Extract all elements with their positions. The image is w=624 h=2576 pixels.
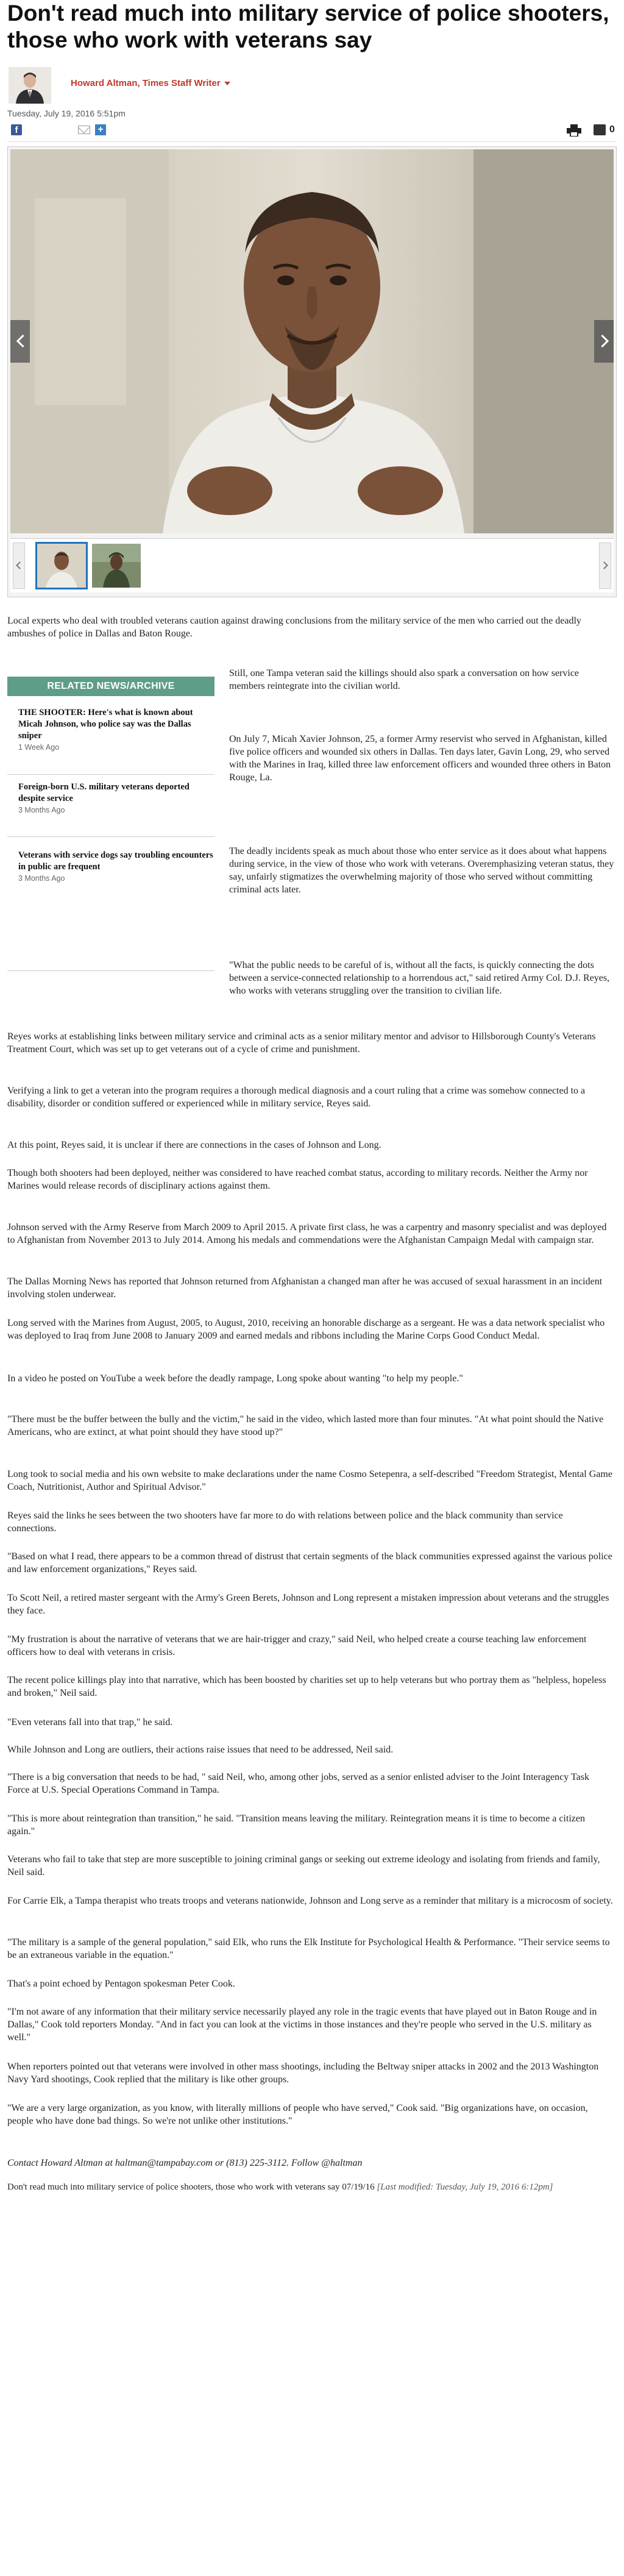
author-avatar [9, 67, 51, 104]
article-paragraph: Veterans who fail to take that step are more susceptible to joining criminal gangs or seeking out extreme ideology and isolating from friends and family, Neil said. [7, 1854, 600, 1877]
gallery-thumbnail[interactable] [37, 544, 86, 588]
email-icon[interactable] [78, 126, 90, 134]
gallery-thumbnail[interactable] [92, 544, 141, 588]
article-paragraph: While Johnson and Long are outliers, their actions raise issues that need to be addressed, Neil said. [7, 1745, 394, 1755]
thumbnails-next-button[interactable] [599, 543, 611, 589]
article-paragraph: At this point, Reyes said, it is unclear if there are connections in the cases of Johnson and Long. [7, 1140, 381, 1150]
article-paragraph: Reyes said the links he sees between the two shooters have far more to do with relations between police and the black community than service connections. [7, 1510, 563, 1534]
related-news-link[interactable]: Foreign-born U.S. military veterans deported despite service [18, 782, 190, 803]
article-paragraph: "I'm not aware of any information that their military service necessarily played any role in the tragic events that have played out in Baton Rouge and in Dallas," Cook told reporters Monday. "And in fact you can look at the victims in those instances and they're people who served in the U.S. military as well." [7, 2007, 597, 2043]
author-link[interactable] [71, 78, 230, 88]
related-news-link[interactable]: Veterans with service dogs say troubling encounters in public are frequent [18, 850, 213, 872]
article-paragraph: "We are a very large organization, as you know, with literally millions of people who have served," Cook said. "Big organizations have, on occasion, people who have done bad things. So we're not unlike other institutions." [7, 2103, 588, 2126]
article-paragraph: The recent police killings play into that narrative, which has been boosted by charities set up to help veterans but who portray them as "helpless, hopeless and broken," Neil said. [7, 1675, 606, 1698]
last-modified: [Last modified: Tuesday, July 19, 2016 6:12pm] [377, 2182, 553, 2192]
article-paragraph: Local experts who deal with troubled veterans caution against drawing conclusions from the military service of the men who carried out the deadly ambushes of police in Dallas and Baton Rouge. [7, 616, 581, 639]
article-paragraph: In a video he posted on YouTube a week before the deadly rampage, Long spoke about wanting "to help my people." [7, 1373, 463, 1384]
chevron-down-icon[interactable] [224, 82, 230, 85]
related-news-heading: RELATED NEWS/ARCHIVE [7, 677, 214, 696]
related-news-item[interactable] [18, 707, 213, 752]
article-paragraph: That's a point echoed by Pentagon spokesman Peter Cook. [7, 1979, 235, 1989]
article-paragraph: "The military is a sample of the general population," said Elk, who runs the Elk Institute for Psychological Health & Performance. "Their service seems to be an extraneous variable in the equation." [7, 1937, 610, 1960]
share-toolbar [7, 122, 617, 140]
article-paragraph: "There is a big conversation that needs to be had, " said Neil, who, among other jobs, served as a senior enlisted adviser to the Joint Interagency Task Force at U.S. Special Operations Command in Tampa. [7, 1772, 589, 1795]
article-paragraph: For Carrie Elk, a Tampa therapist who treats troops and veterans nationwide, Johnson and Long serve as a reminder that military is a microcosm of society. [7, 1896, 613, 1906]
article-paragraph: Still, one Tampa veteran said the killings should also spark a conversation on how service members reintegrate into the civilian world. [229, 668, 580, 691]
article-paragraph: "Based on what I read, there appears to be a common thread of distrust that certain segments of the black communities expressed against the various police and law enforcement organizations," Reyes said. [7, 1551, 612, 1574]
article-paragraph: "My frustration is about the narrative of veterans that we are hair-trigger and crazy," said Neil, who helped create a course teaching law enforcement officers how to deal with veterans in crisis. [7, 1634, 587, 1657]
publish-date: Tuesday, July 19, 2016 5:51pm [7, 109, 126, 118]
photo-gallery [7, 146, 617, 597]
article-paragraph: To Scott Neil, a retired master sergeant with the Army's Green Berets, Johnson and Long represent a mistaken impression about veterans and the struggles they face. [7, 1593, 609, 1616]
gallery-next-button[interactable] [594, 320, 614, 363]
article-paragraph: Long took to social media and his own website to make declarations under the name Cosmo Setepenra, a self-described "Freedom Strategist, Mental Game Coach, Nutritionist, Author and Spiritual Advisor." [7, 1469, 612, 1492]
related-news-age: 3 Months Ago [18, 874, 65, 883]
related-news-box [7, 677, 214, 883]
related-news-divider [7, 836, 214, 837]
related-news-item[interactable] [18, 781, 213, 814]
gallery-prev-button[interactable] [10, 320, 30, 363]
related-news-divider [7, 970, 214, 971]
footer-title-date: Don't read much into military service of police shooters, those who work with veterans say 07/19/16 [7, 2182, 375, 2192]
author-contact[interactable]: Contact Howard Altman at haltman@tampabay.com or (813) 225-3112. Follow @haltman [7, 2158, 363, 2168]
article-footer [7, 2181, 614, 2194]
article-paragraph: Johnson served with the Army Reserve from March 2009 to April 2015. A private first class, he was a carpentry and masonry specialist and was deployed to Afghanistan from November 2013 to July 2014. Among his medals and commendations were the Afghanistan Campaign Medal with campaign star. [7, 1222, 607, 1245]
share-plus-icon[interactable]: + [95, 124, 106, 135]
related-news-item[interactable] [18, 850, 213, 883]
author-name: Howard Altman, Times Staff Writer [71, 78, 221, 88]
article-headline: Don't read much into military service of police shooters, those who work with veterans say [7, 1, 609, 52]
comment-count[interactable]: 0 [609, 124, 615, 135]
article-paragraph: "What the public needs to be careful of is, without all the facts, is quickly connecting the dots between a service-connected relationship to a horrendous act," said retired Army Col. D.J. Reyes, who works with veterans struggling over the transition to civilian life. [229, 960, 610, 996]
related-news-age: 1 Week Ago [18, 743, 60, 752]
gallery-thumbnail-strip [10, 538, 614, 592]
article-paragraph: Long served with the Marines from August, 2005, to August, 2010, receiving an honorable discharge as a sergeant. He was a data network specialist who was deployed to Iraq from June 2008 to January 2009 and earned medals and ribbons including the Marine Corps Good Conduct Medal. [7, 1318, 605, 1341]
article-paragraph: Though both shooters had been deployed, neither was considered to have reached combat status, according to military records. Neither the Army nor Marines would release records of disciplinary actions against them. [7, 1168, 588, 1191]
article-paragraph: "This is more about reintegration than transition," he said. "Transition means leaving the military. Reintegration means it is time to become a citizen again." [7, 1813, 585, 1837]
article-paragraph: Verifying a link to get a veteran into the program requires a thorough medical diagnosis and a court ruling that a crime was somehow connected to a disability, disorder or condition suffered or experienced while in military service, Reyes said. [7, 1086, 586, 1109]
article-paragraph: "Even veterans fall into that trap," he said. [7, 1717, 173, 1727]
related-news-age: 3 Months Ago [18, 806, 65, 814]
thumbnails-prev-button[interactable] [13, 543, 25, 589]
facebook-icon[interactable]: f [11, 124, 22, 135]
article-paragraph: The Dallas Morning News has reported that Johnson returned from Afghanistan a changed man after he was accused of sexual harassment in an incident involving stolen underwear. [7, 1276, 603, 1300]
related-news-divider [7, 774, 214, 775]
comment-icon[interactable] [594, 124, 606, 135]
article-paragraph: On July 7, Micah Xavier Johnson, 25, a former Army reservist who served in Afghanistan, killed five police officers and wounded six others in Dallas. Ten days later, Gavin Long, 29, who served with the Marines in Iraq, killed three law enforcement officers and wounded three others in Baton Rouge, La. [229, 734, 611, 783]
article-paragraph: When reporters pointed out that veterans were involved in other mass shootings, including the Beltway sniper attacks in 2002 and the 2013 Washington Navy Yard shootings, Cook replied that the military is like other groups. [7, 2062, 599, 2085]
related-news-link[interactable]: THE SHOOTER: Here's what is known about Micah Johnson, who police say was the Dallas sniper [18, 708, 193, 741]
print-icon[interactable] [567, 124, 581, 137]
article-paragraph: "There must be the buffer between the bully and the victim," he said in the video, which lasted more than four minutes. "At what point should the Native Americans, who are extinct, at what point should they have stood up?" [7, 1414, 604, 1437]
header-divider [7, 141, 617, 142]
gallery-main-photo[interactable] [10, 149, 614, 533]
article-paragraph: The deadly incidents speak as much about those who enter service as it does about what happens during service, in the view of those who work with veterans. Overemphasizing veteran status, they say, unfairly stigmatizes the overwhelming majority of those who served without committing criminal acts later. [229, 846, 614, 895]
article-paragraph: Reyes works at establishing links between military service and criminal acts as a senior military mentor and advisor to Hillsborough County's Veterans Treatment Court, which was set up to get veterans out of a cycle of crime and punishment. [7, 1031, 596, 1055]
byline [9, 67, 374, 104]
